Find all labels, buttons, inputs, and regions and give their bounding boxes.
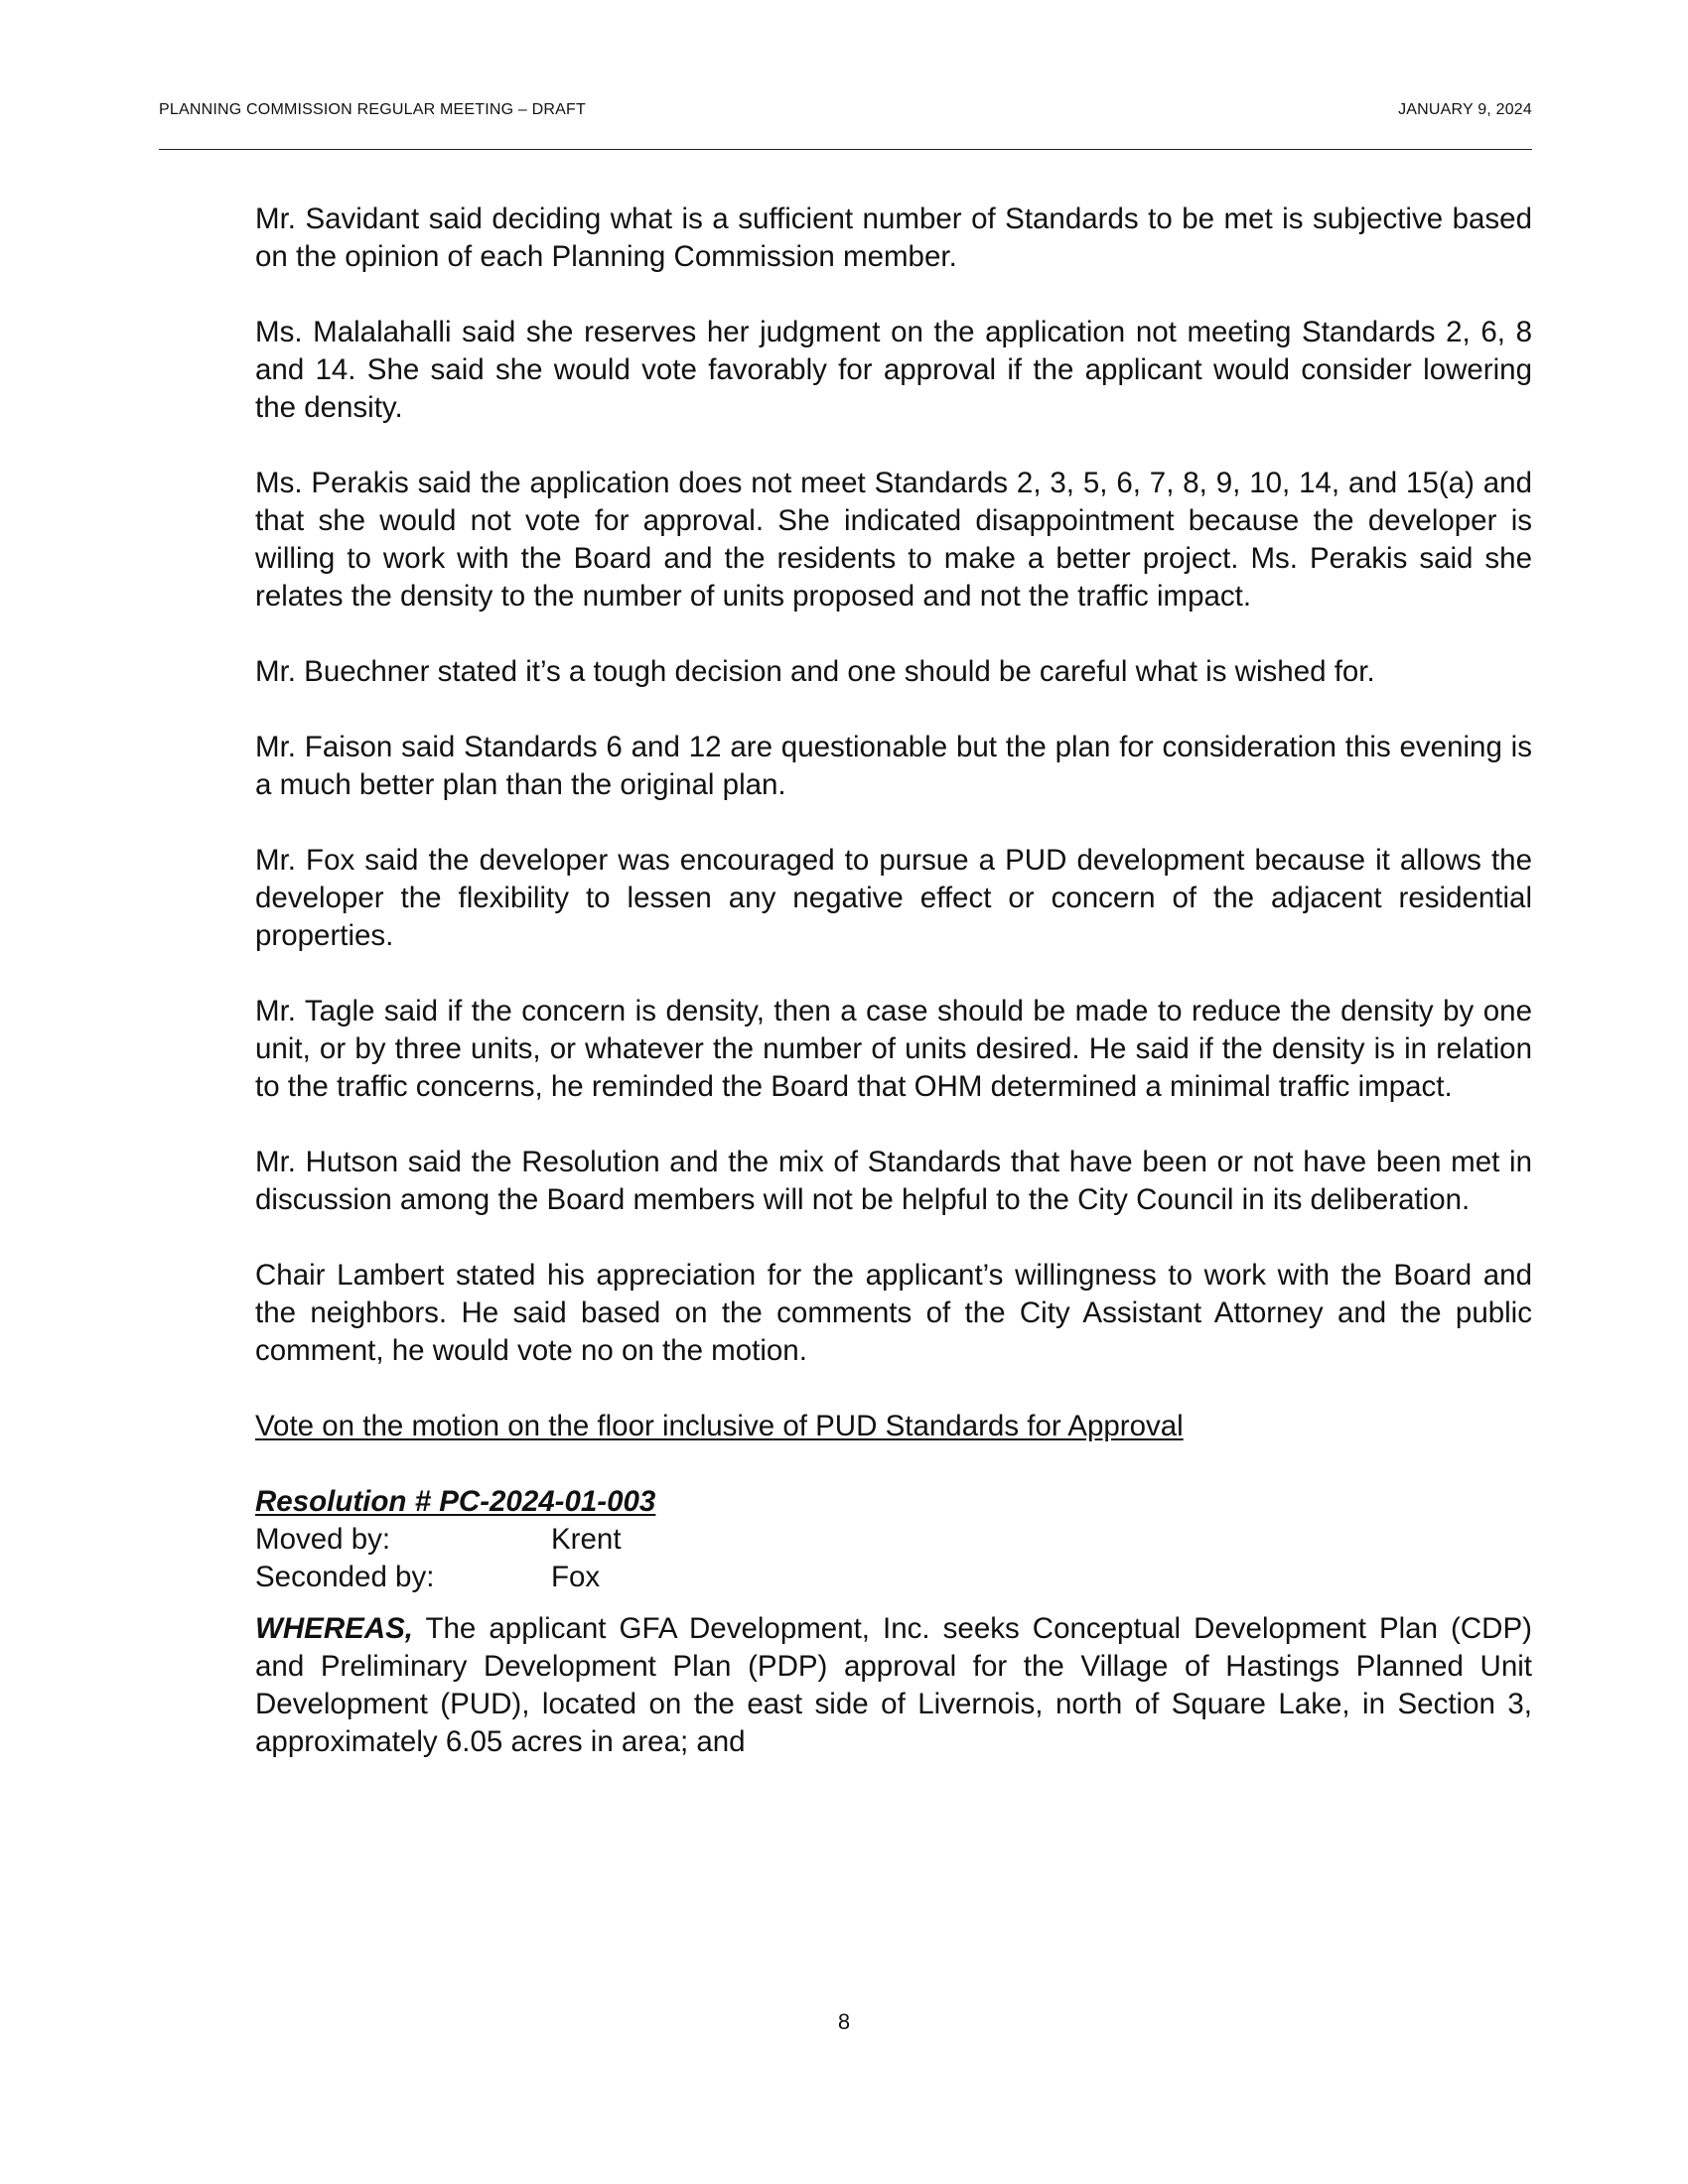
paragraph-faison: Mr. Faison said Standards 6 and 12 are questionable but the plan for consideration this evening is a much better plan than the original plan. [255,731,1532,801]
paragraph-fox: Mr. Fox said the developer was encouraged to pursue a PUD development because it allows the developer the flexibility to lessen any negative effect or concern of the adjacent residential properties. [255,844,1532,952]
resolution-title: Resolution # PC-2024-01-003 [255,1485,656,1518]
moved-by-value: Krent [551,1523,622,1556]
seconded-by-row [255,1559,1532,1596]
whereas-lead: WHEREAS, [255,1612,413,1645]
moved-by-row [255,1521,1532,1559]
moved-by-label: Moved by: [255,1523,391,1556]
header-date: JANUARY 9, 2024 [1398,101,1532,118]
header-divider [159,149,1532,150]
seconded-by-label: Seconded by: [255,1561,435,1593]
header-title: PLANNING COMMISSION REGULAR MEETING – DRAFT [159,101,586,118]
paragraph-savidant: Mr. Savidant said deciding what is a sufficient number of Standards to be met is subjective based on the opinion of each Planning Commission member. [255,203,1532,273]
paragraph-lambert: Chair Lambert stated his appreciation for the applicant’s willingness to work with the Board and the neighbors. He said based on the comments of the City Assistant Attorney and the public comment, he would vote no on the motion. [255,1259,1532,1367]
resolution-block [255,1483,1532,1596]
seconded-by-value: Fox [551,1561,601,1593]
paragraph-perakis: Ms. Perakis said the application does not meet Standards 2, 3, 5, 6, 7, 8, 9, 10, 14, and 15(a) and that she would not vote for approval. She indicated disappointment because the developer is willing to work with the Board and the residents to make a better project. Ms. Perakis said she relates the density to the number of units proposed and not the traffic impact. [255,467,1532,613]
document-body [255,201,1532,1799]
paragraph-tagle: Mr. Tagle said if the concern is density, then a case should be made to reduce the density by one unit, or by three units, or whatever the number of units desired. He said if the density is in relation to the traffic concerns, he reminded the Board that OHM determined a minimal traffic impact. [255,995,1532,1103]
page-header [159,101,1532,123]
paragraph-hutson: Mr. Hutson said the Resolution and the mix of Standards that have been or not have been met in discussion among the Board members will not be helpful to the City Council in its deliberation. [255,1146,1532,1216]
page-number: 8 [837,2009,851,2034]
paragraph-buechner: Mr. Buechner stated it’s a tough decision and one should be careful what is wished for. [255,655,1375,688]
whereas-text: The applicant GFA Development, Inc. seeks Conceptual Development Plan (CDP) and Preliminary Development Plan (PDP) approval for the Village of Hastings Planned Unit Development (PUD), located on the east side of Livernois, north of Square Lake, in Section 3, approximately 6.05 acres in area; and [255,1612,1532,1758]
vote-heading [255,1408,1532,1445]
whereas-clause [255,1610,1532,1761]
vote-heading-text: Vote on the motion on the floor inclusive of PUD Standards for Approval [255,1410,1184,1442]
paragraph-malalahalli: Ms. Malalahalli said she reserves her judgment on the application not meeting Standards 2, 6, 8 and 14. She said she would vote favorably for approval if the applicant would consider lowering the density. [255,316,1532,424]
